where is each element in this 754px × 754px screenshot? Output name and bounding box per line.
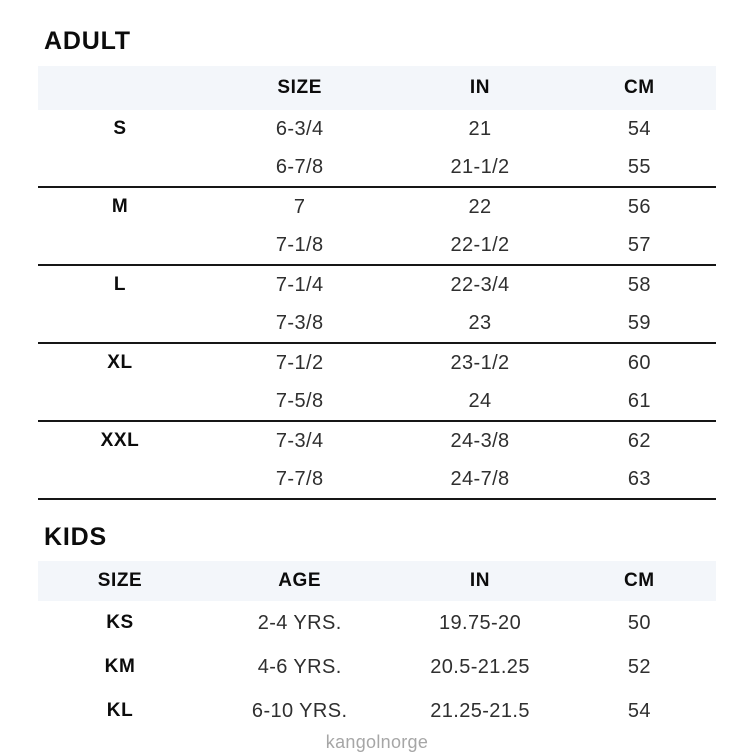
cell-size-label: S [113, 118, 127, 139]
kids-header-cm: CM [623, 570, 655, 591]
table-row [38, 689, 716, 733]
adult-size-table [38, 66, 716, 500]
kids-header-in: IN [469, 570, 491, 591]
footer-brand-text: kangolnorge [325, 732, 429, 752]
cell-size-label: XXL [100, 430, 140, 451]
table-row [38, 382, 716, 420]
kids-header-size: SIZE [97, 570, 143, 591]
cell-hat-size: 7-7/8 [275, 467, 324, 490]
cell-hat-size: 7-1/2 [275, 351, 324, 374]
table-row [38, 422, 716, 460]
kids-header-age: AGE [278, 570, 322, 591]
cell-inches: 22-3/4 [450, 273, 510, 296]
cell-cm: 59 [627, 311, 651, 334]
table-row [38, 110, 716, 148]
size-group-l [38, 266, 716, 344]
cell-cm: 54 [627, 699, 651, 722]
cell-hat-size: 6-3/4 [275, 117, 324, 140]
table-row [38, 645, 716, 689]
cell-inches: 22 [468, 195, 492, 218]
cell-cm: 56 [627, 195, 651, 218]
cell-hat-size: 7 [293, 195, 306, 218]
cell-inches: 23-1/2 [450, 351, 510, 374]
size-group-m [38, 188, 716, 266]
adult-header-size: SIZE [277, 77, 322, 98]
cell-inches: 24-7/8 [450, 467, 510, 490]
table-row [38, 266, 716, 304]
cell-hat-size: 7-1/4 [275, 273, 324, 296]
cell-size-label: KS [106, 612, 134, 633]
cell-inches: 24-3/8 [450, 429, 510, 452]
cell-inches: 21.25-21.5 [430, 699, 530, 722]
size-group-xxl [38, 422, 716, 500]
cell-hat-size: 7-5/8 [275, 389, 324, 412]
cell-age: 2-4 YRS. [257, 611, 342, 634]
kids-table-header-row [38, 561, 716, 601]
table-row [38, 148, 716, 186]
cell-cm: 61 [627, 389, 651, 412]
cell-size-label: KM [104, 656, 136, 677]
adult-section-title: ADULT [44, 27, 131, 55]
cell-cm: 60 [627, 351, 651, 374]
cell-hat-size: 7-3/4 [275, 429, 324, 452]
cell-hat-size: 6-7/8 [275, 155, 324, 178]
cell-size-label: XL [107, 352, 133, 373]
cell-hat-size: 7-1/8 [275, 233, 324, 256]
cell-inches: 21-1/2 [450, 155, 510, 178]
table-row [38, 344, 716, 382]
size-group-xl [38, 344, 716, 422]
table-row [38, 304, 716, 342]
table-row [38, 226, 716, 264]
adult-table-header-row [38, 66, 716, 110]
cell-inches: 22-1/2 [450, 233, 510, 256]
table-row [38, 601, 716, 645]
adult-header-cm: CM [623, 77, 655, 98]
table-row [38, 188, 716, 226]
cell-cm: 54 [627, 117, 651, 140]
table-row [38, 460, 716, 498]
cell-cm: 62 [627, 429, 651, 452]
cell-inches: 24 [468, 389, 492, 412]
cell-cm: 63 [627, 467, 651, 490]
cell-size-label: M [111, 196, 129, 217]
adult-header-in: IN [469, 77, 491, 98]
cell-size-label: KL [106, 700, 134, 721]
cell-inches: 19.75-20 [438, 611, 522, 634]
cell-inches: 21 [468, 117, 492, 140]
cell-size-label: L [113, 274, 127, 295]
cell-inches: 20.5-21.25 [430, 655, 530, 678]
kids-size-table [38, 561, 716, 733]
kids-section-title: KIDS [44, 523, 107, 551]
cell-age: 4-6 YRS. [257, 655, 342, 678]
cell-inches: 23 [468, 311, 492, 334]
cell-cm: 57 [627, 233, 651, 256]
cell-hat-size: 7-3/8 [275, 311, 324, 334]
cell-cm: 50 [627, 611, 651, 634]
cell-cm: 58 [627, 273, 651, 296]
cell-age: 6-10 YRS. [251, 699, 348, 722]
cell-cm: 55 [627, 155, 651, 178]
size-group-s [38, 110, 716, 188]
cell-cm: 52 [627, 655, 651, 678]
